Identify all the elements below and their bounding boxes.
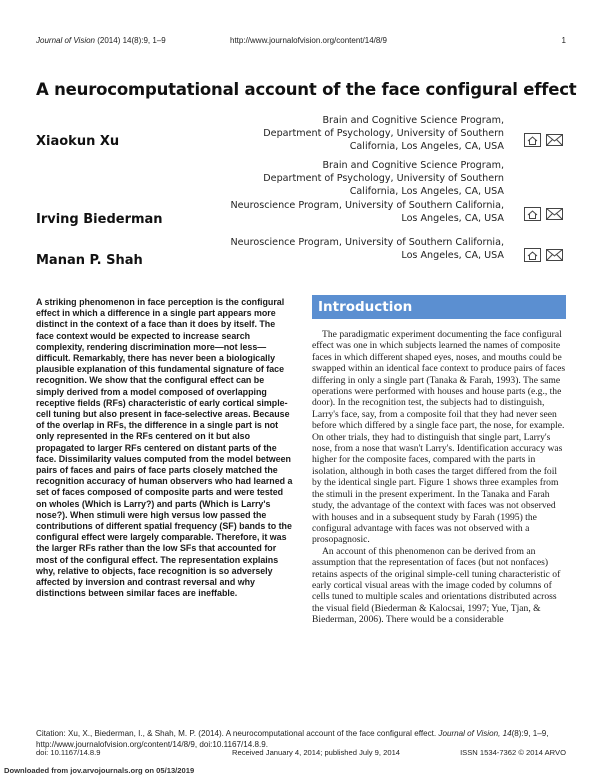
journal-name: Journal of Vision [36, 36, 95, 45]
affiliation-line: Department of Psychology, University of Southern [263, 173, 504, 185]
article-title: A neurocomputational account of the face configural effect [36, 80, 577, 99]
affiliation-line: California, Los Angeles, CA, USA [349, 186, 504, 198]
journal-issue: (2014) 14(8):9, 1–9 [97, 36, 166, 45]
paragraph: The paradigmatic experiment documenting the face configural effect was one in which subjects learned the names of composite faces in which different shaped eyes, noses, and mouths could be swapped within an identical face context to produce pairs of faces differing in only a single part (Tanaka & Farah, 1993). The same operations were performed with houses and house parts (e.g., the door). In the recognition test, the subjects had to distinguish, Larry's face, say, from a composite foil that they had never seen before which differed by a single face part, the nose, for example. On other trials, they had to distinguish that single part, Larry's nose, from a nose that wasn't Larry's. Identification accuracy was higher for the composite faces, compared with the parts in isolation, although in both cases the target differed from the foil by the identical single part. Figure 1 shows three examples from the stimuli in the present experiment. In the Tanaka and Farah study, the advantage of the context with faces was not observed with houses and in a subsequent study by Farah (1995) the configural advantage with faces was not observed with a prosopagnosic. [312, 329, 566, 546]
affiliation-line: Neuroscience Program, University of Southern California, [230, 237, 504, 248]
abstract-text: A striking phenomenon in face perception is the configural effect in which a difference in a single part appears more distinct in the context of a face than it does by itself. The face context would be expected to increase search complexity, rendering discrimination more—not less—difficult. Remarkably, there has never been a biologically plausible explanation of this fundamental signature of face recognition. We show that the configural effect can be simply derived from a model composed of overlapping receptive fields (RFs) characteristic of early cortical simple-cell tuning but also present in face-selective areas. Because of the overlap in RFs, the difference in a single part is not only represented in the RFs centered on it but also propagated to larger RFs centered on distant parts of the face. Dissimilarity values computed from the model between pairs of faces and pairs of face parts closely matched the recognition accuracy of human observers who had learned a set of faces composed of composite parts and were tested on wholes (Which is Larry?) and parts (Which is Larry's nose?). When stimuli were high versus low passed the contributions of different spatial frequency (SF) bands to the configural effect were largely comparable. Therefore, it was the larger RFs rather than the low SFs that accounted for most of the configural effect. The representation explains why, relative to objects, face recognition is so adversely affected by inversion and contrast reversal and why distinctions between similar faces are ineffable. [36, 297, 293, 599]
affiliation-line: Neuroscience Program, University of Southern California, [230, 199, 504, 211]
affiliation-line: Department of Psychology, University of Southern [263, 128, 504, 140]
author-contact-icons [524, 248, 563, 262]
author-affiliation [263, 114, 504, 154]
page-number: 1 [561, 36, 566, 45]
footer-doi: doi: 10.1167/14.8.9 [36, 748, 101, 757]
home-icon[interactable] [524, 133, 541, 147]
citation-journal: Journal of Vision, [438, 729, 501, 738]
home-icon[interactable] [524, 248, 541, 262]
affiliation-line: Brain and Cognitive Science Program, [322, 115, 504, 126]
author-name: Manan P. Shah [36, 253, 143, 268]
citation-volume: 14 [502, 729, 512, 738]
author-contact-icons [524, 133, 563, 147]
paragraph: An account of this phenomenon can be derived from an assumption that the representation of faces (but not nonfaces) retains aspects of the original simple-cell tuning characteristic of early cortical visual areas with the image coded by columns of cells tuned to multiple scales and orientations distributed across the visual field (Biederman & Kalocsai, 1997; Yue, Tjan, & Biederman, 2006). There would be a considerable [312, 545, 561, 626]
email-icon[interactable] [546, 248, 563, 262]
download-note: Downloaded from jov.arvojournals.org on 05/13/2019 [4, 766, 195, 775]
home-icon[interactable] [524, 207, 541, 221]
email-icon[interactable] [546, 133, 563, 147]
affiliation-line: California, Los Angeles, CA, USA [349, 141, 504, 153]
citation-rest[interactable]: (8):9, 1–9, http://www.journalofvision.org/content/14/8/9, doi:10.1167/14.8.9. [36, 729, 549, 749]
introduction-body [312, 329, 567, 626]
author-name: Xiaokun Xu [36, 134, 120, 149]
footer-dates: Received January 4, 2014; published July 9, 2014 [232, 748, 401, 757]
citation-prefix: Citation: Xu, X., Biederman, I., & Shah, M. P. (2014). A neurocomputational account of the face configural effect. [36, 729, 437, 738]
author-contact-icons [524, 207, 563, 221]
author-name: Irving Biederman [36, 212, 163, 227]
affiliation-line: Los Angeles, CA, USA [401, 250, 504, 262]
author-affiliation [230, 236, 504, 262]
running-header-url[interactable]: http://www.journalofvision.org/content/14/8/9 [230, 36, 387, 45]
citation-block [36, 728, 576, 750]
footer-issn: ISSN 1534-7362 © 2014 ARVO [460, 748, 566, 757]
affiliation-line: Los Angeles, CA, USA [401, 212, 504, 224]
email-icon[interactable] [546, 207, 563, 221]
section-heading-introduction: Introduction [312, 295, 566, 319]
affiliation-line: Brain and Cognitive Science Program, [322, 160, 504, 171]
running-header-journal [36, 36, 166, 45]
author-affiliation [230, 159, 504, 225]
